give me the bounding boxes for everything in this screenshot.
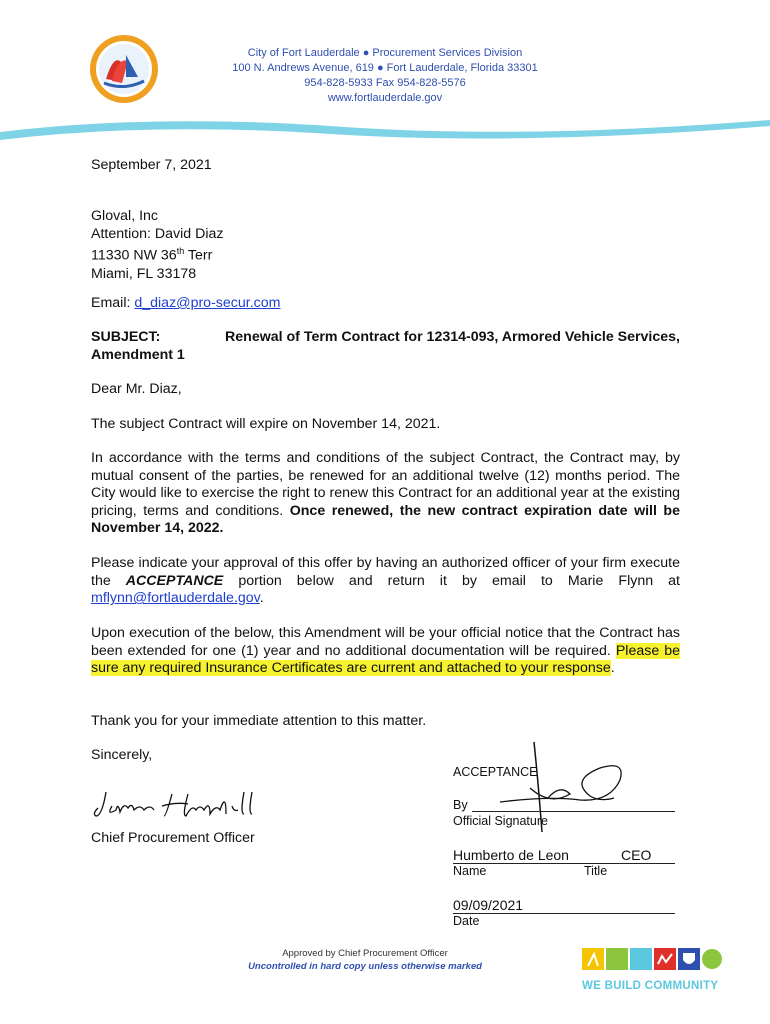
recipient-email-line [91, 295, 680, 313]
letterhead [0, 46, 770, 106]
paragraph-notice: Upon execution of the below, this Amendment will be your official notice that the Contract has been extended for one (1) year and no additional documentation will be required. Please be sure any required Insurance Certificates are current and attached to your response. [91, 625, 681, 677]
recipient-attention: Attention: David Diaz [91, 225, 224, 242]
date-line [453, 896, 675, 914]
paragraph-thanks: Thank you for your immediate attention to this matter. [91, 713, 427, 729]
closing: Sincerely, [91, 747, 153, 763]
name-title-line [453, 846, 675, 864]
signer-title: Chief Procurement Officer [91, 830, 255, 846]
recipient-block [91, 208, 680, 283]
date-label: Date [453, 914, 480, 928]
salutation: Dear Mr. Diaz, [91, 381, 182, 397]
letter-date: September 7, 2021 [91, 157, 212, 173]
by-label: By [453, 798, 468, 812]
letterhead-division: City of Fort Lauderdale ● Procurement Services Division [247, 47, 523, 59]
we-build-community-logo [582, 944, 724, 990]
by-line [453, 798, 675, 812]
renewal-bold-text: Once renewed, the new contract expiration date will be November 14, 2022. [91, 502, 680, 537]
signer-signature [92, 786, 262, 826]
header-wave [0, 112, 770, 152]
community-tagline: WE BUILD COMMUNITY [582, 980, 719, 992]
official-signature-label: Official Signature [453, 814, 548, 828]
recipient-company: Gloval, Inc [91, 208, 159, 224]
recipient-address-line2: Miami, FL 33178 [91, 265, 197, 282]
footer-approval: Approved by Chief Procurement Officer [282, 948, 448, 959]
letterhead-phone: 954-828-5933 Fax 954-828-5576 [304, 77, 466, 89]
recipient-address-line1: 11330 NW 36th Terr [91, 246, 213, 264]
acceptance-emphasis: ACCEPTANCE [125, 572, 224, 589]
subject-text: Renewal of Term Contract for 12314-093, Armored Vehicle Services, [225, 329, 680, 345]
footer [230, 947, 500, 973]
subject-line [91, 329, 680, 364]
letterhead-address: 100 N. Andrews Avenue, 619 ● Fort Lauderdale, Florida 33301 [232, 62, 538, 74]
insurance-highlight: Please be sure any required Insurance Certificates are current and attached to your response [91, 642, 681, 677]
paragraph-renewal: In accordance with the terms and conditions of the subject Contract, the Contract may, by mutual consent of the parties, be renewed for an additional twelve (12) months period. The City would like to exercise the right to renew this Contract for an additional year at the existing pricing, terms and conditions. Once renewed, the new contract expiration date will be November 14, 2022. [91, 450, 680, 537]
name-value[interactable]: Humberto de Leon [453, 847, 569, 863]
paragraph-expiry: The subject Contract will expire on November 14, 2021. [91, 416, 441, 432]
signature-field[interactable] [472, 799, 675, 812]
date-value[interactable]: 09/09/2021 [453, 897, 524, 913]
letterhead-website[interactable]: www.fortlauderdale.gov [327, 92, 443, 104]
name-label: Name [453, 864, 487, 878]
subject-label: SUBJECT: [91, 329, 161, 345]
paragraph-acceptance: Please indicate your approval of this offer by having an authorized officer of your firm execute the ACCEPTANCE portion below and return it by email to Marie Flynn at mflynn@fortlauderdale.gov. [91, 555, 680, 607]
recipient-email-link[interactable]: d_diaz@pro-secur.com [134, 295, 281, 311]
acceptance-heading: ACCEPTANCE [453, 765, 538, 779]
email-label: Email: [91, 295, 135, 311]
title-label: Title [584, 864, 608, 878]
footer-uncontrolled: Uncontrolled in hard copy unless otherwise marked [248, 961, 482, 972]
contact-email-link[interactable]: mflynn@fortlauderdale.gov [91, 590, 260, 607]
subject-text-line2: Amendment 1 [91, 346, 185, 363]
title-value[interactable]: CEO [621, 847, 652, 863]
